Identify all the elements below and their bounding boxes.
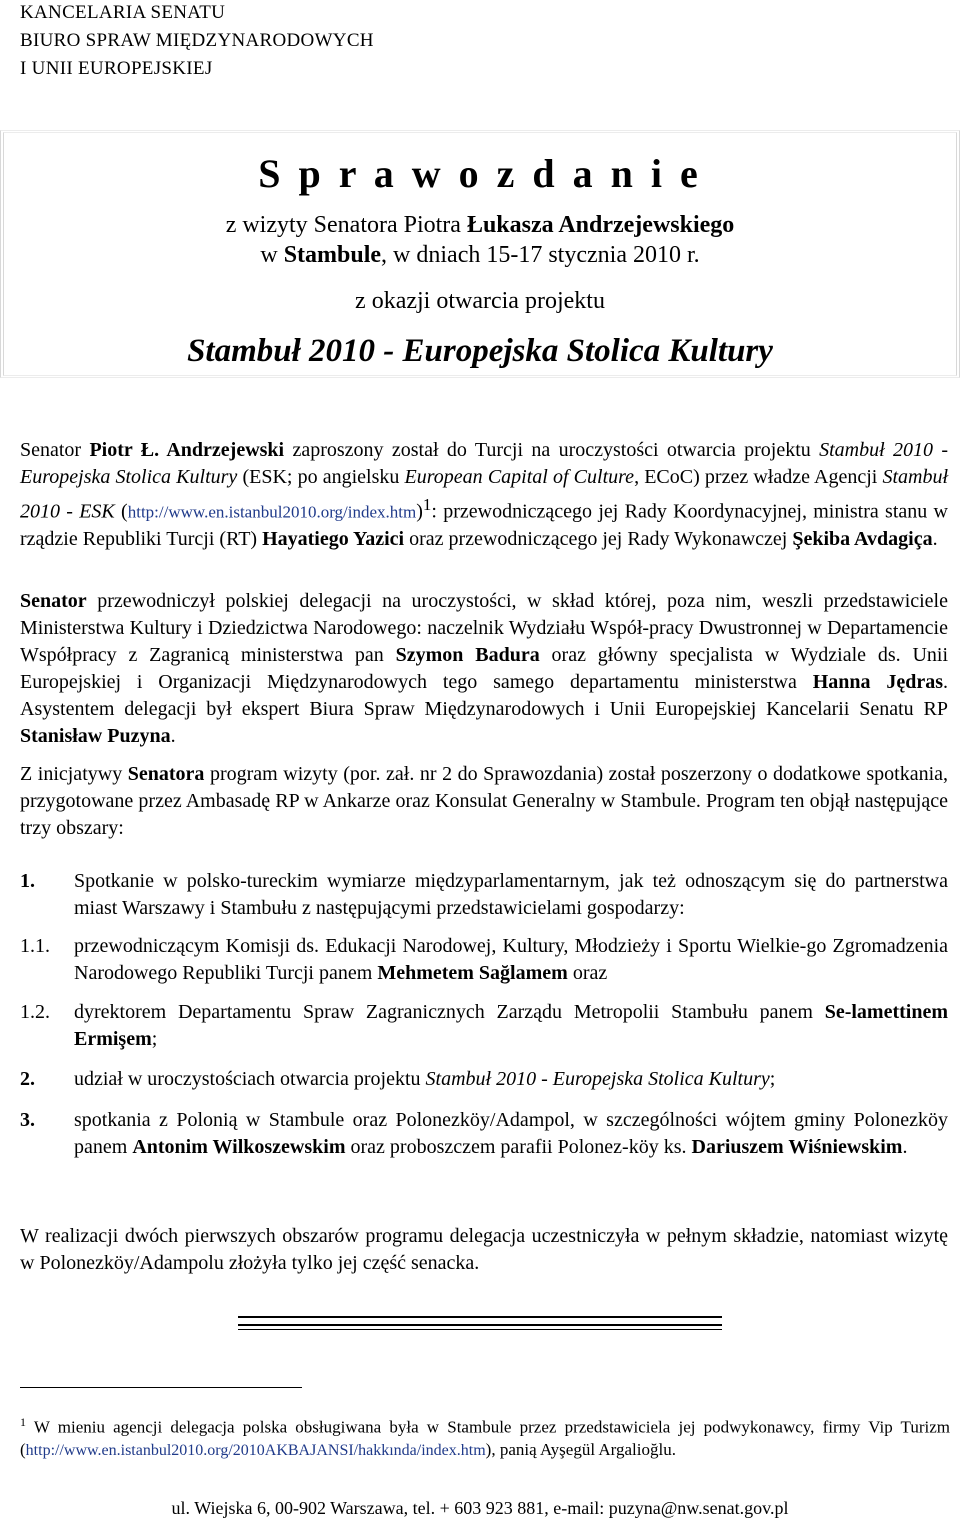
- title-line-project: Stambuł 2010 - Europejska Stolica Kultury: [187, 333, 773, 369]
- title-line-dates: w Stambule, w dniach 15-17 stycznia 2010 r.: [260, 242, 700, 268]
- agency-link[interactable]: http://www.en.istanbul2010.org/index.htm: [127, 502, 417, 522]
- section-divider-lower: [238, 1329, 722, 1330]
- vip-turizm-link[interactable]: http://www.en.istanbul2010.org/2010AKBAJANSI/hakkında/index.htm: [25, 1441, 486, 1459]
- document-title: S p r a w o z d a n i e: [258, 151, 702, 196]
- header-line-3: I UNII EUROPEJSKIEJ: [20, 58, 213, 79]
- footnote: $^1$ W mieniu agencji delegacja polska obsługiwana była w Stambule przez przedstawiciela jej podwykonawcy, firmy Vip Turizm (http://www.en.istanbul2010.org/2010AKBAJANSI/hakkında/index.htm), panią Ayşegül Argalioğlu.: [20, 1415, 950, 1459]
- footnote-ref: 1: [422, 495, 432, 514]
- paragraph-program: Z inicjatywy Senatora program wizyty (por. zał. nr 2 do Sprawozdania) został poszerzony o dodatkowe spotkania, przygotowane przez Ambasadę RP w Ankarze oraz Konsulat Generalny w Stambule. Program ten objął następujące trzy obszary:: [20, 763, 948, 839]
- page-footer: ul. Wiejska 6, 00-902 Warszawa, tel. + 603 923 881, e-mail: puzyna@nw.senat.gov.pl: [171, 1498, 789, 1518]
- header-line-1: KANCELARIA SENATU: [20, 2, 226, 23]
- paragraph-delegation: Senator przewodniczył polskiej delegacji na uroczystości, w skład której, poza nim, weszli przedstawiciele Ministerstwa Kultury i Dziedzictwa Narodowego: naczelnik Wydziału Współ-pracy Dwustronnej w Departamencie Współpracy z Zagranicą ministerstwa pan Szymon Badura oraz główny specjalista w Wydziale ds. Unii Europejskiej i Organizacji Międzynarodowych tego samego departamentu ministerstwa Hanna Jędras. Asystentem delegacji był ekspert Biura Spraw Międzynarodowych i Unii Europejskiej Kancelarii Senatu RP Stanisław Puzyna.: [20, 590, 949, 747]
- paragraph-invitation: Senator Piotr Ł. Andrzejewski zaproszony został do Turcji na uroczystości otwarcia projektu Stambuł 2010 - Europejska Stolica Kultury (ESK; po angielsku European Capital of Culture, ECoC) przez władze Agencji Stambuł 2010 - ESK (http://www.en.istanbul2010.org/index.htm)$^1$: przewodniczącego jej Rady Koordynacyjnej, ministra stanu w rządzie Republiki Turcji (RT) Hayatiego Yazici oraz przewodniczącego jej Rady Wykonawczej Şekiba Avdagiça.: [20, 439, 949, 550]
- footnote-rule: [20, 1387, 302, 1388]
- section-divider: [238, 1316, 722, 1326]
- title-line-occasion: z okazji otwarcia projektu: [355, 288, 605, 314]
- paragraph-participation: W realizacji dwóch pierwszych obszarów programu delegacja uczestniczyła w pełnym składzie, natomiast wizytę w Polonezköy/Adampolu złożyła tylko jej część senacka.: [20, 1225, 948, 1274]
- title-line-visit: z wizyty Senatora Piotra Łukasza Andrzejewskiego: [225, 212, 735, 238]
- header-line-2: BIURO SPRAW MIĘDZYNARODOWYCH: [20, 30, 374, 51]
